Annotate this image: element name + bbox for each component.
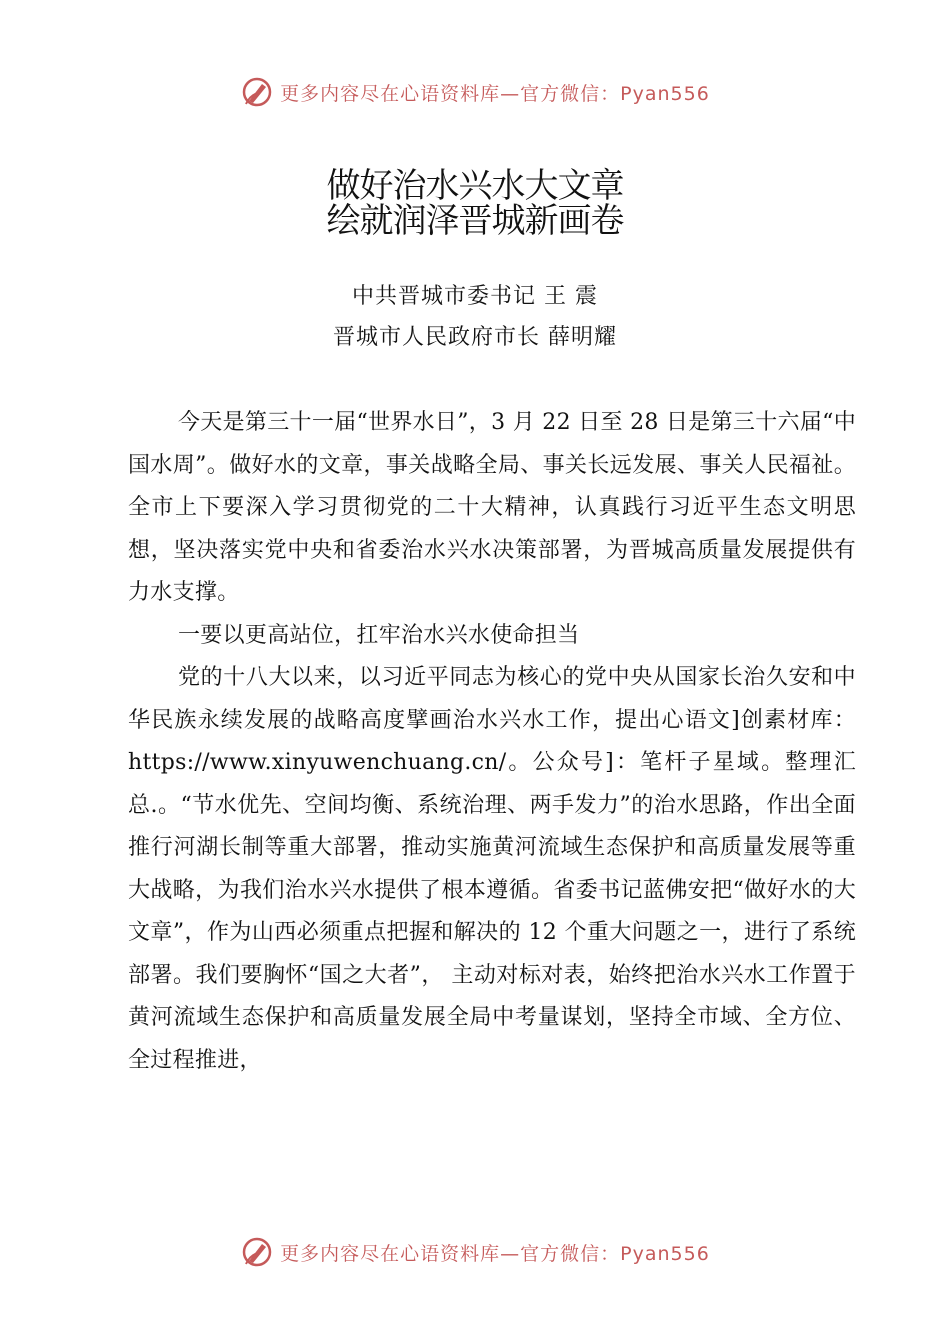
paragraph-1: 今天是第三十一届“世界水日”，3 月 22 日至 28 日是第三十六届“中国水周”。做好水的文章，事关战略全局、事关长远发展、事关人民福祉。全市上下要深入学习贯彻党的二十大精神，认真践行习近平生态文明思想，坚决落实党中央和省委治水兴水决策部署，为晋城高质量发展提供有力水支撑。 <box>128 410 856 605</box>
article-body <box>128 402 856 1082</box>
author-line-2: 晋城市人民政府市长 薛明耀 <box>333 325 617 350</box>
document-title-line-2: 绘就润泽晋城新画卷 <box>326 201 624 241</box>
watermark-text: 更多内容尽在心语资料库—官方微信：Pyan556 <box>280 1242 710 1265</box>
document-title-line-1: 做好治水兴水大文章 <box>326 166 624 206</box>
author-line-1: 中共晋城市委书记 王 震 <box>352 284 598 309</box>
pen-nib-icon <box>240 1235 274 1269</box>
section-heading-1: 一要以更高站位，扛牢治水兴水使命担当 <box>178 622 580 648</box>
pen-nib-icon <box>240 75 274 109</box>
paragraph-2: 党的十八大以来，以习近平同志为核心的党中央从国家长治久安和中华民族永续发展的战略高度擘画治水兴水工作，提出心语文]创素材库：https://www.xinyuwenchuang.cn/。公众号]：笔杆子星域。整理汇总.。“节水优先、空间均衡、系统治理、两手发力”的治水思路，作出全面推行河湖长制等重大部署，推动实施黄河流域生态保护和高质量发展等重大战略，为我们治水兴水提供了根本遵循。省委书记蓝佛安把“做好水的大文章”，作为山西必须重点把握和解决的 12 个重大问题之一，进行了系统部署。我们要胸怀“国之大者”， 主动对标对表，始终把治水兴水工作置于黄河流域生态保护和高质量发展全局中考量谋划，坚持全市域、全方位、全过程推进， <box>128 665 856 1073</box>
watermark-banner-bottom <box>0 1232 950 1272</box>
watermark-text: 更多内容尽在心语资料库—官方微信：Pyan556 <box>280 82 710 105</box>
watermark-banner-top <box>0 72 950 112</box>
